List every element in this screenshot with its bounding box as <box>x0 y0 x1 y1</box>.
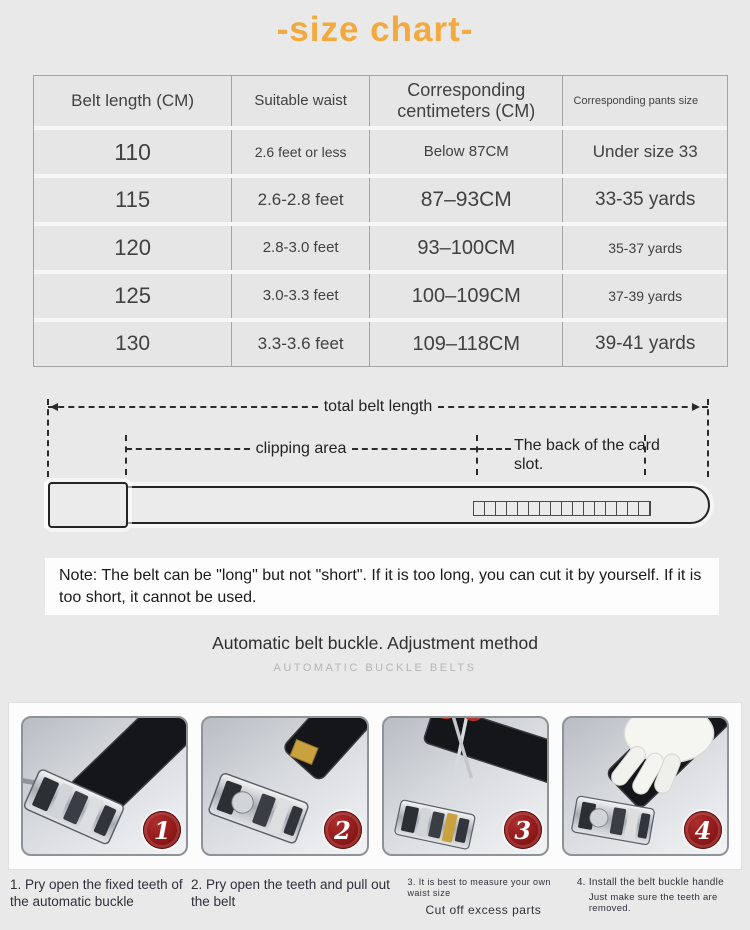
step-captions <box>10 877 742 918</box>
step-number-badge: 2 <box>324 811 362 849</box>
cell-suitable-waist: 2.6-2.8 feet <box>232 178 370 222</box>
table-row <box>34 270 727 318</box>
size-chart-title: -size chart- <box>276 10 474 49</box>
cell-suitable-waist: 3.0-3.3 feet <box>232 274 370 318</box>
step-photo-1 <box>21 716 188 856</box>
step-subcaption-text: Just make sure the teeth are removed. <box>588 891 718 915</box>
step-caption-text: 4. Install the belt buckle handle <box>576 877 725 888</box>
step-photo-3 <box>382 716 549 856</box>
cell-corresponding-cm: 100–109CM <box>370 274 563 318</box>
cell-pants-size: Under size 33 <box>592 142 698 162</box>
cell-suitable-waist: 2.8-3.0 feet <box>232 226 370 270</box>
card-slot-dash <box>478 448 511 450</box>
cell-corresponding-cm: Below 87CM <box>370 130 563 174</box>
clipping-area-label: clipping area <box>255 440 347 457</box>
cell-belt-length: 125 <box>34 274 232 318</box>
step-number-badge: 4 <box>684 811 722 849</box>
clipping-area-line <box>126 439 476 459</box>
step-caption-1: 1. Pry open the fixed teeth of the automatic buckle <box>10 877 183 909</box>
cell-corresponding-cm: 87–93CM <box>370 178 563 222</box>
steps-photo-panel <box>8 702 742 870</box>
cell-suitable-waist: 2.6 feet or less <box>232 130 370 174</box>
cell-pants-size: 37-39 yards <box>608 287 683 304</box>
table-row <box>34 126 727 174</box>
cell-belt-length: 120 <box>34 226 232 270</box>
step-subcaption-text: Cut off excess parts <box>425 902 542 917</box>
total-belt-length-label: total belt length <box>323 398 433 415</box>
cell-corresponding-cm: 109–118CM <box>370 322 563 366</box>
cell-pants-size: 33-35 yards <box>595 189 696 211</box>
table-header-row <box>34 76 727 126</box>
note-box <box>45 558 719 615</box>
cell-corresponding-cm: 93–100CM <box>370 226 563 270</box>
step-photo-2 <box>201 716 368 856</box>
header-suitable-waist: Suitable waist <box>232 76 370 126</box>
cell-suitable-waist: 3.3-3.6 feet <box>232 322 370 366</box>
total-belt-length-line <box>48 397 708 417</box>
header-corresponding-cm: Corresponding centimeters (CM) <box>370 76 563 126</box>
cell-belt-length: 115 <box>34 178 232 222</box>
card-slot-label: The back of the card slot. <box>514 437 660 474</box>
size-table <box>33 75 728 367</box>
table-row <box>34 174 727 222</box>
belt-card-slots <box>473 501 651 516</box>
step-photo-4 <box>562 716 729 856</box>
cell-pants-size: 35-37 yards <box>608 239 683 256</box>
clipping-right-marker <box>476 435 478 475</box>
step-number-badge: 3 <box>504 811 542 849</box>
step-caption-4 <box>577 877 742 918</box>
table-row <box>34 318 727 366</box>
belt-length-diagram <box>0 395 750 560</box>
section-subheading: AUTOMATIC BUCKLE BELTS <box>273 662 477 674</box>
cell-pants-size: 39-41 yards <box>595 333 696 355</box>
section-heading: Automatic belt buckle. Adjustment method <box>212 633 538 653</box>
cell-belt-length: 130 <box>34 322 232 366</box>
step-caption-3 <box>407 877 564 918</box>
header-belt-length: Belt length (CM) <box>34 76 232 126</box>
step-caption-text: 3. It is best to measure your own waist size <box>407 877 551 899</box>
note-text: Note: The belt can be "long" but not "short". If it is too long, you can cut it by yourself. If it is too short, it cannot be used. <box>59 567 702 606</box>
step-number-badge: 1 <box>143 811 181 849</box>
header-pants-size: Corresponding pants size <box>573 94 699 107</box>
belt-buckle-shape <box>48 482 128 528</box>
step-caption-2: 2. Pry open the teeth and pull out the belt <box>190 877 390 909</box>
table-row <box>34 222 727 270</box>
cell-belt-length: 110 <box>34 130 232 174</box>
